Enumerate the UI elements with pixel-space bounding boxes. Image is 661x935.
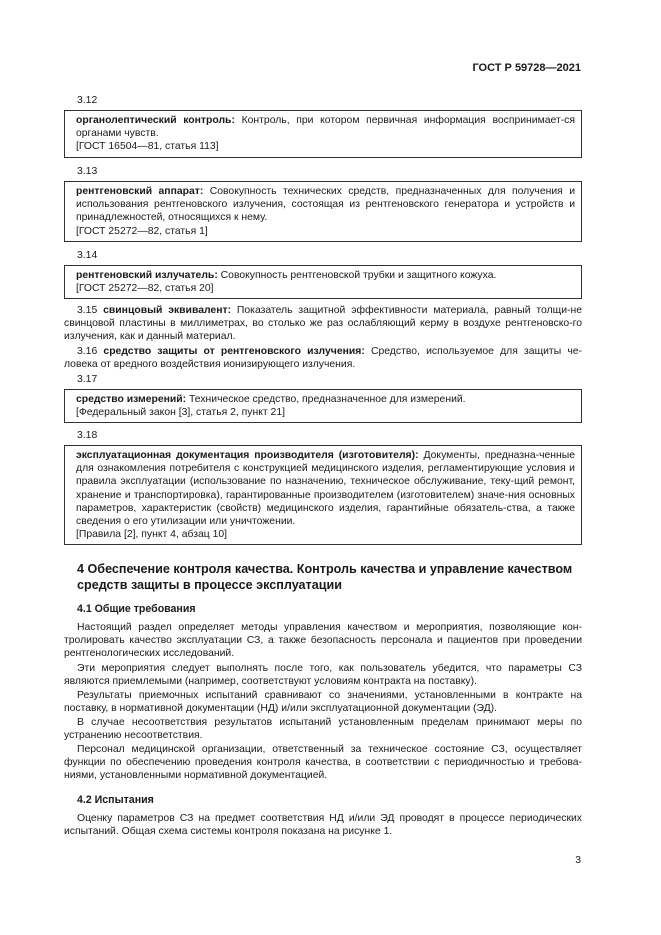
term-definition: Совокупность рентгеновской трубки и защитного кожуха. xyxy=(217,270,497,281)
term-title: рентгеновский излучатель: xyxy=(76,270,218,281)
term-title: рентгеновский аппарат: xyxy=(76,186,204,197)
term-reference: [ГОСТ 25272—82, статья 1] xyxy=(76,225,208,237)
term-definition: Техническое средство, предназначенное для измерений. xyxy=(186,394,466,405)
term-reference: [ГОСТ 25272—82, статья 20] xyxy=(76,283,214,295)
body-paragraph: Результаты приемочных испытаний сравнивают со значениями, установленными в контракте на поставку, в нормативной документации (НД) и/или эксплуатационной документации (ЭД). xyxy=(64,690,582,715)
term-number: 3.16 xyxy=(77,346,98,357)
term-paragraph-3-15 xyxy=(64,304,582,344)
term-number: 3.14 xyxy=(77,250,98,261)
term-definition: Показатель защитной эффективности материала, равный толщи-не свинцовой пластины в миллиметрах, во столько же раз ослабляющий керму в воздухе рентгеновско-го излучения, как и данный материал. xyxy=(64,305,582,343)
term-number: 3.12 xyxy=(77,95,98,106)
term-box-3-18 xyxy=(64,445,582,545)
body-paragraph: Персонал медицинской организации, ответственный за техническое состояние СЗ, осуществляет функции по обеспечению проведения контроля качества, в соответствии с периодичностью и требова-ниями, установленными нормативной документацией. xyxy=(64,744,582,782)
subsection-heading: 4.1 Общие требования xyxy=(77,603,196,615)
body-paragraph: Настоящий раздел определяет методы управления качеством и мероприятия, позволяющие кон-тролировать качество эксплуатации СЗ, а также безопасность персонала и пациентов при проведении рентгенологических исследований. xyxy=(64,622,582,660)
term-title: средство измерений: xyxy=(76,394,187,405)
term-number: 3.13 xyxy=(77,166,98,177)
term-reference: [Правила [2], пункт 4, абзац 10] xyxy=(76,529,228,541)
term-title: свинцовый эквивалент: xyxy=(103,305,232,316)
term-definition: Документы, предназна-ченные для ознакомления потребителя с конструкцией медицинского изделия, регламентирующие условия и правила эксплуатации (использование по назначению, техническое обслуживание, теку-щий ремонт, хранение и транспортировка), гарантированные производителем (изготовителем) значе-ния основных параметров, характеристик (свойств) медицинского изделия, гарантийные обязатель-ства, а также сведения о его утилизации или уничтожении. xyxy=(76,450,575,528)
term-definition: Средство, используемое для защиты че-ловека от вредного воздействия ионизирующего излучения. xyxy=(64,346,582,371)
term-definition: Совокупность технических средств, предназначенных для получения и использования рентгеновского излучения, состоящая из рентгеновского генератора и устройств и принадлежностей, относящихся к нему. xyxy=(76,186,575,224)
term-reference: [ГОСТ 16504—81, статья 113] xyxy=(76,141,219,153)
term-box-3-14 xyxy=(64,265,582,299)
term-number: 3.15 xyxy=(77,305,98,316)
subsection-heading: 4.2 Испытания xyxy=(77,794,154,806)
term-paragraph-3-16 xyxy=(64,345,582,371)
body-paragraph: Оценку параметров СЗ на предмет соответствия НД и/или ЭД проводят в процессе периодических испытаний. Общая схема системы контроля показана на рисунке 1. xyxy=(64,813,582,838)
body-paragraph: Эти мероприятия следует выполнять после того, как пользователь убедится, что параметры СЗ являются приемлемыми (например, соответствуют условиям контракта на поставку). xyxy=(64,663,582,688)
term-number: 3.18 xyxy=(77,430,98,441)
section-heading: 4 Обеспечение контроля качества. Контроль качества и управление качеством средств защиты в процессе эксплуатации xyxy=(77,562,573,592)
term-definition: Контроль, при котором первичная информация воспринимает-ся органами чувств. xyxy=(76,115,576,140)
page-number: 3 xyxy=(575,855,581,866)
term-reference: [Федеральный закон [3], статья 2, пункт 21] xyxy=(76,407,285,419)
term-box-3-17 xyxy=(64,389,582,423)
term-box-3-12 xyxy=(64,110,582,158)
document-header: ГОСТ Р 59728—2021 xyxy=(472,62,581,74)
term-title: средство защиты от рентгеновского излучения: xyxy=(103,346,365,357)
term-number: 3.17 xyxy=(77,374,98,385)
body-paragraph: В случае несоответствия результатов испытаний установленным пределам принимают меры по устранению несоответствия. xyxy=(64,717,582,742)
term-title: эксплуатационная документация производителя (изготовителя): xyxy=(76,450,419,461)
term-title: органолептический контроль: xyxy=(76,115,235,126)
term-box-3-13 xyxy=(64,181,582,242)
